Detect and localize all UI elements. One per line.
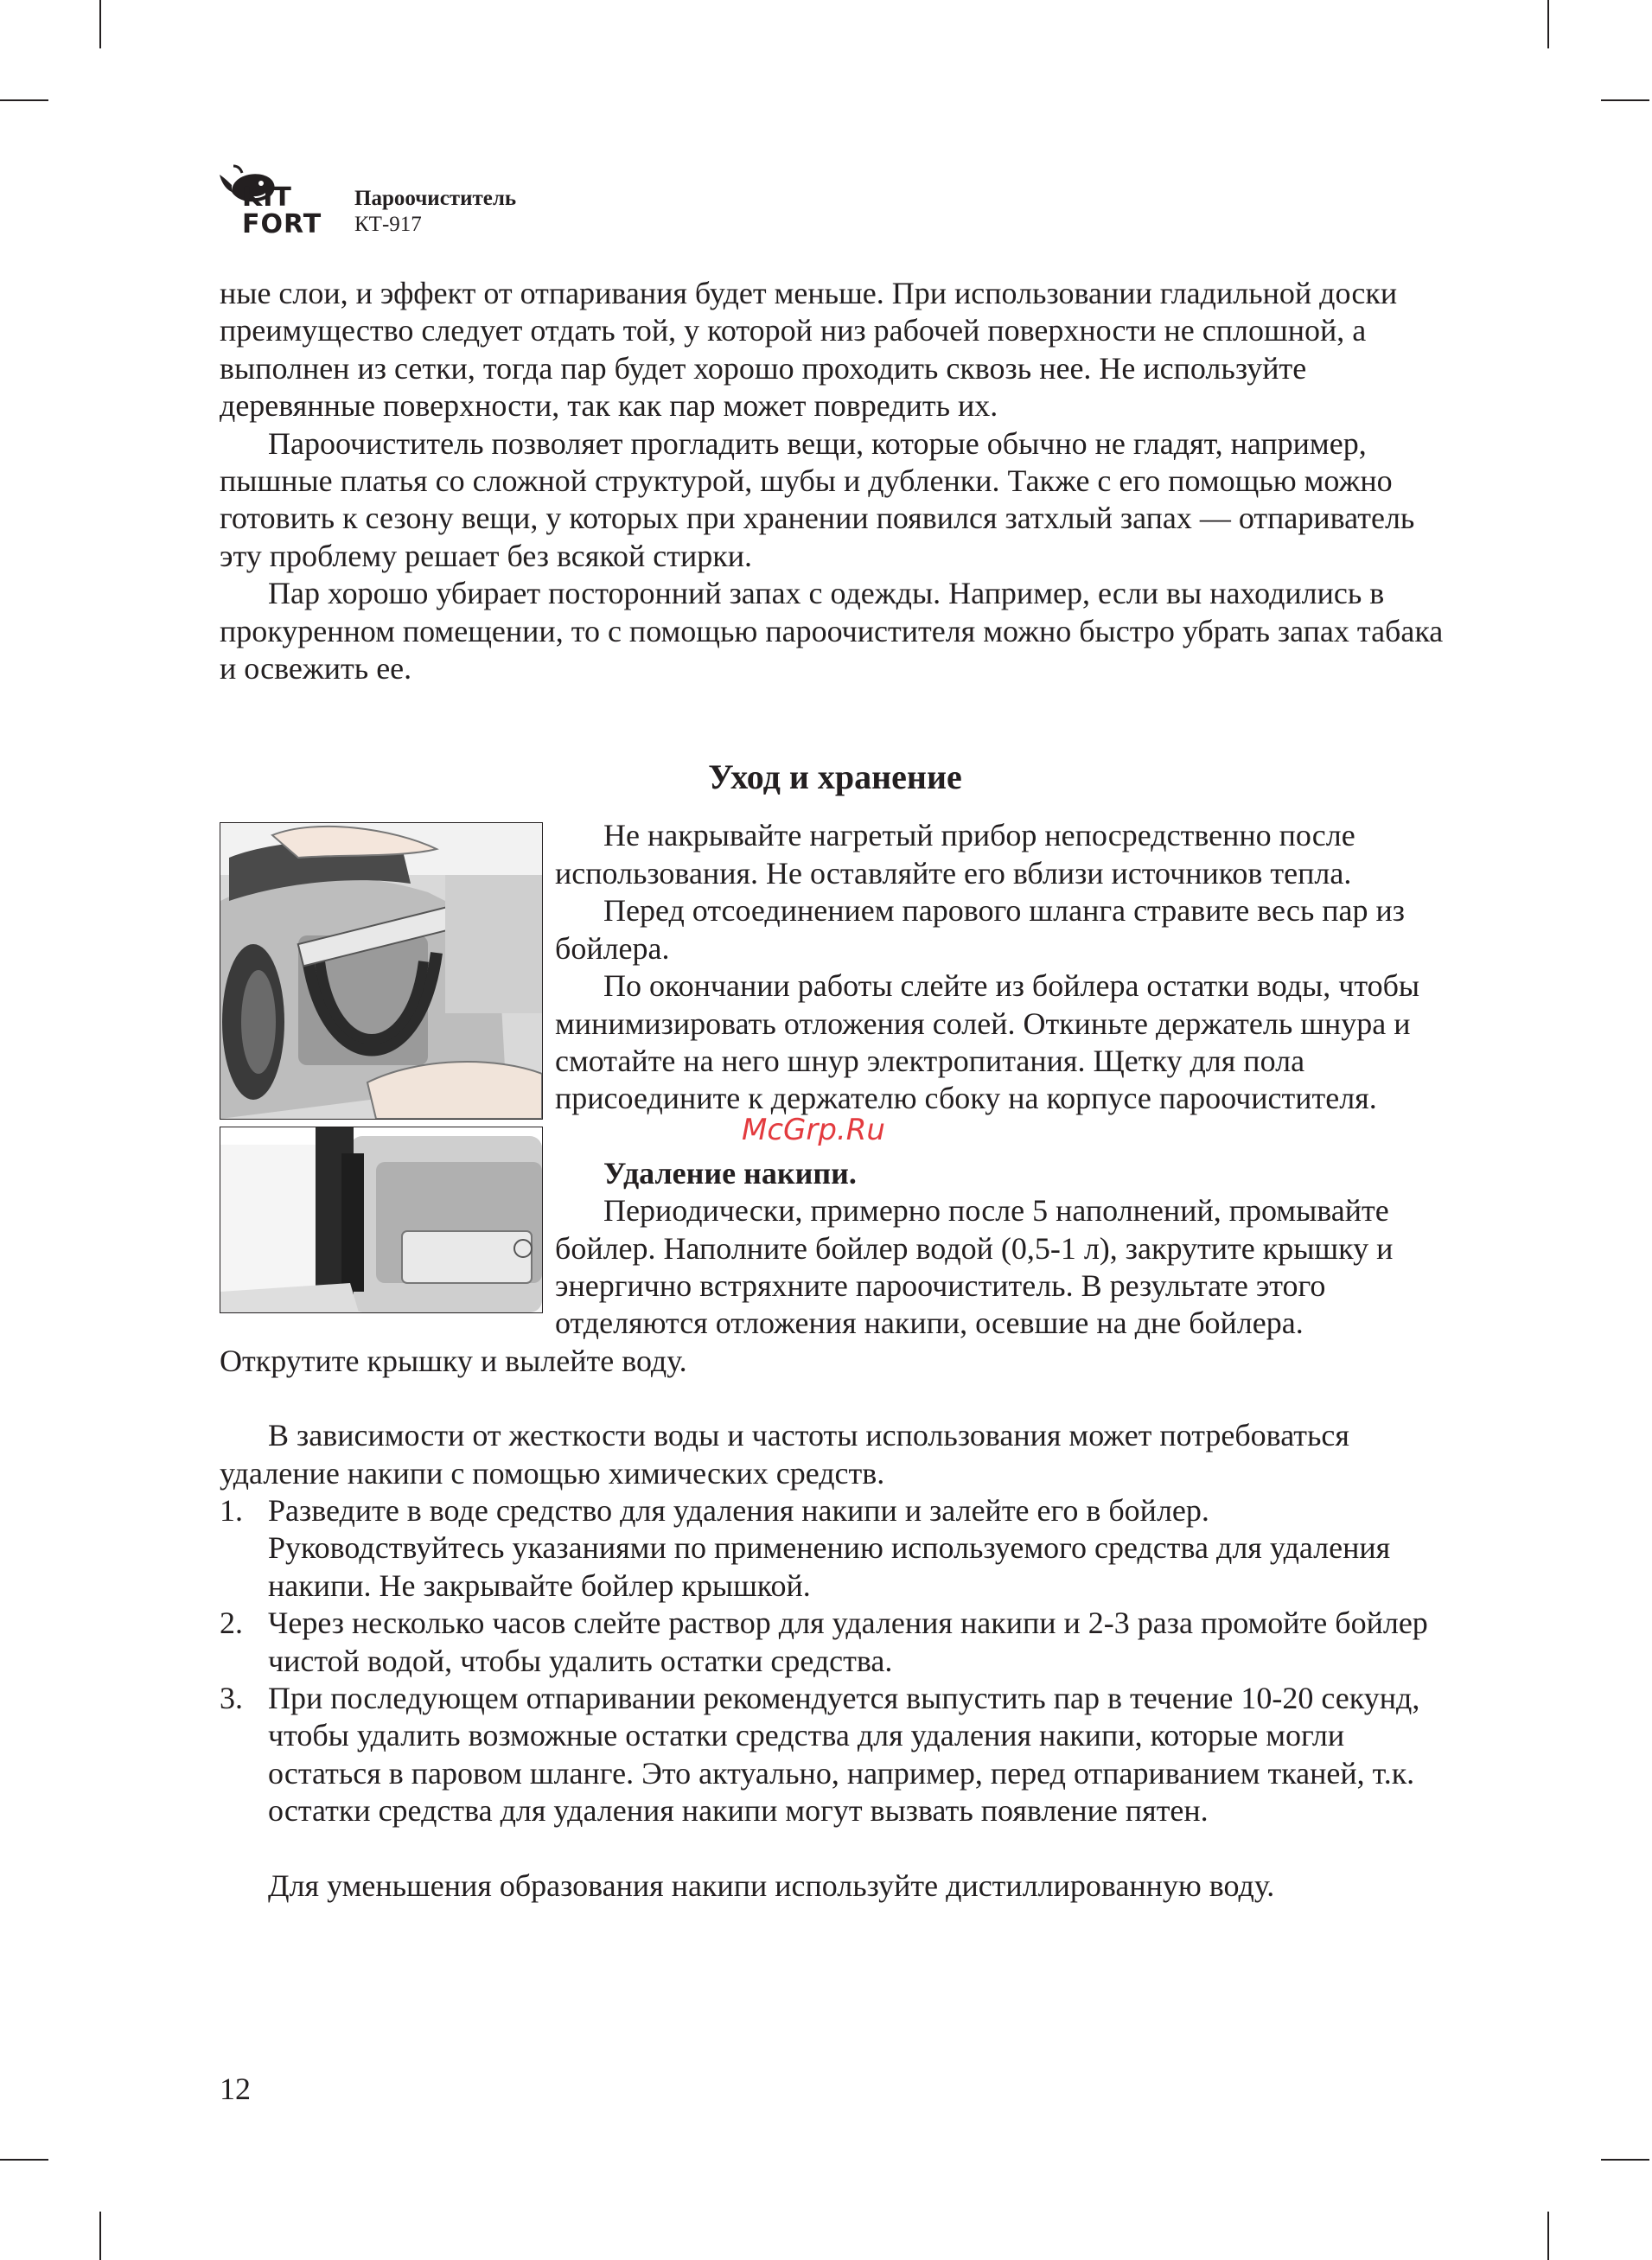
document-title: Пароочиститель [354,187,517,210]
paragraph: По окончании работы слейте из бойлера остатки воды, чтобы минимизировать отложения солей. Откиньте держатель шнура и смотайте на него шнур электропитания. Щетку для пола присоедините к держателю сбоку на корпусе пароочистителя. [555,968,1420,1116]
paragraph: Для уменьшения образования накипи используйте дистиллированную воду. [268,1867,1275,1903]
paragraph: ные слои, и эффект от отпаривания будет меньше. При использовании гладильной доски преимущество следует отдать той, у которой низ рабочей поверхности не сплошной, а выполнен из сетки, тогда пар будет хорошо проходить сквозь нее. Не используйте деревянные поверхности, так как пар может повредить их. [220,276,1398,424]
list-item: 2. Через несколько часов слейте раствор для удаления накипи и 2-3 раза промойте бойлер чистой водой, чтобы удалить остатки средства. [220,1606,1428,1678]
photo-brush-holder [220,1127,543,1313]
paragraph: Пар хорошо убирает посторонний запах с одежды. Например, если вы находились в прокуренном помещении, то с помощью пароочистителя можно быстро убрать запах табака и освежить ее. [220,576,1444,686]
photo-cord-winding [220,822,543,1120]
paragraph: В зависимости от жесткости воды и частоты использования может потребоваться удаление накипи с помощью химических средств. [220,1418,1349,1491]
page-number: 12 [220,2072,251,2106]
crop-mark [0,99,48,101]
paragraph: Пароочиститель позволяет прогладить вещи, которые обычно не гладят, например, пышные платья со сложной структурой, шубы и дубленки. Также с его помощью можно готовить к сезону вещи, у которых при хранении появился затхлый запах — отпариватель эту проблему решает без всякой стирки. [220,425,1415,573]
crop-mark [99,0,101,48]
steps-list [220,1492,1451,1830]
paragraph: Периодически, примерно после 5 наполнений, промывайте бойлер. Наполните бойлер водой (0,5-1 л), закрутите крышку и энергично встряхните пароочиститель. В результате этого отделяются отложения накипи, осевшие на дне бойлера. Открутите крышку и вылейте воду. [220,1193,1394,1378]
crop-mark [1601,99,1649,101]
logo-wordmark: KIT FORT [242,182,322,239]
crop-mark [1547,2212,1549,2260]
list-item: 1. Разведите в воде средство для удаления накипи и залейте его в бойлер. Руководствуйтесь указаниями по применению используемого средства для удаления накипи. Не закрывайте бойлер крышкой. [220,1492,1391,1603]
crop-mark [1601,2159,1649,2161]
subsection-title: Удаление накипи. [603,1155,857,1191]
model-number: КТ-917 [354,213,422,236]
paragraph: Перед отсоединением парового шланга стравите весь пар из бойлера. [555,893,1405,966]
paragraph: Не накрывайте нагретый прибор непосредственно после использования. Не оставляйте его вблизи источников тепла. [555,818,1355,891]
section-title: Уход и хранение [708,757,962,797]
crop-mark [1547,0,1549,48]
figure-column [220,817,543,1313]
crop-mark [99,2212,101,2260]
crop-mark [0,2159,48,2161]
list-item: 3. При последующем отпаривании рекомендуется выпустить пар в течение 10-20 секунд, чтобы удалить возможные остатки средства для удаления накипи, которые могли остаться в паровом шланге. Это актуально, например, перед отпариванием тканей, т.к. остатки средства для удаления накипи могут вызвать появление пятен. [220,1681,1420,1829]
watermark: McGrp.Ru [742,1113,885,1147]
page-body [220,275,1451,1905]
